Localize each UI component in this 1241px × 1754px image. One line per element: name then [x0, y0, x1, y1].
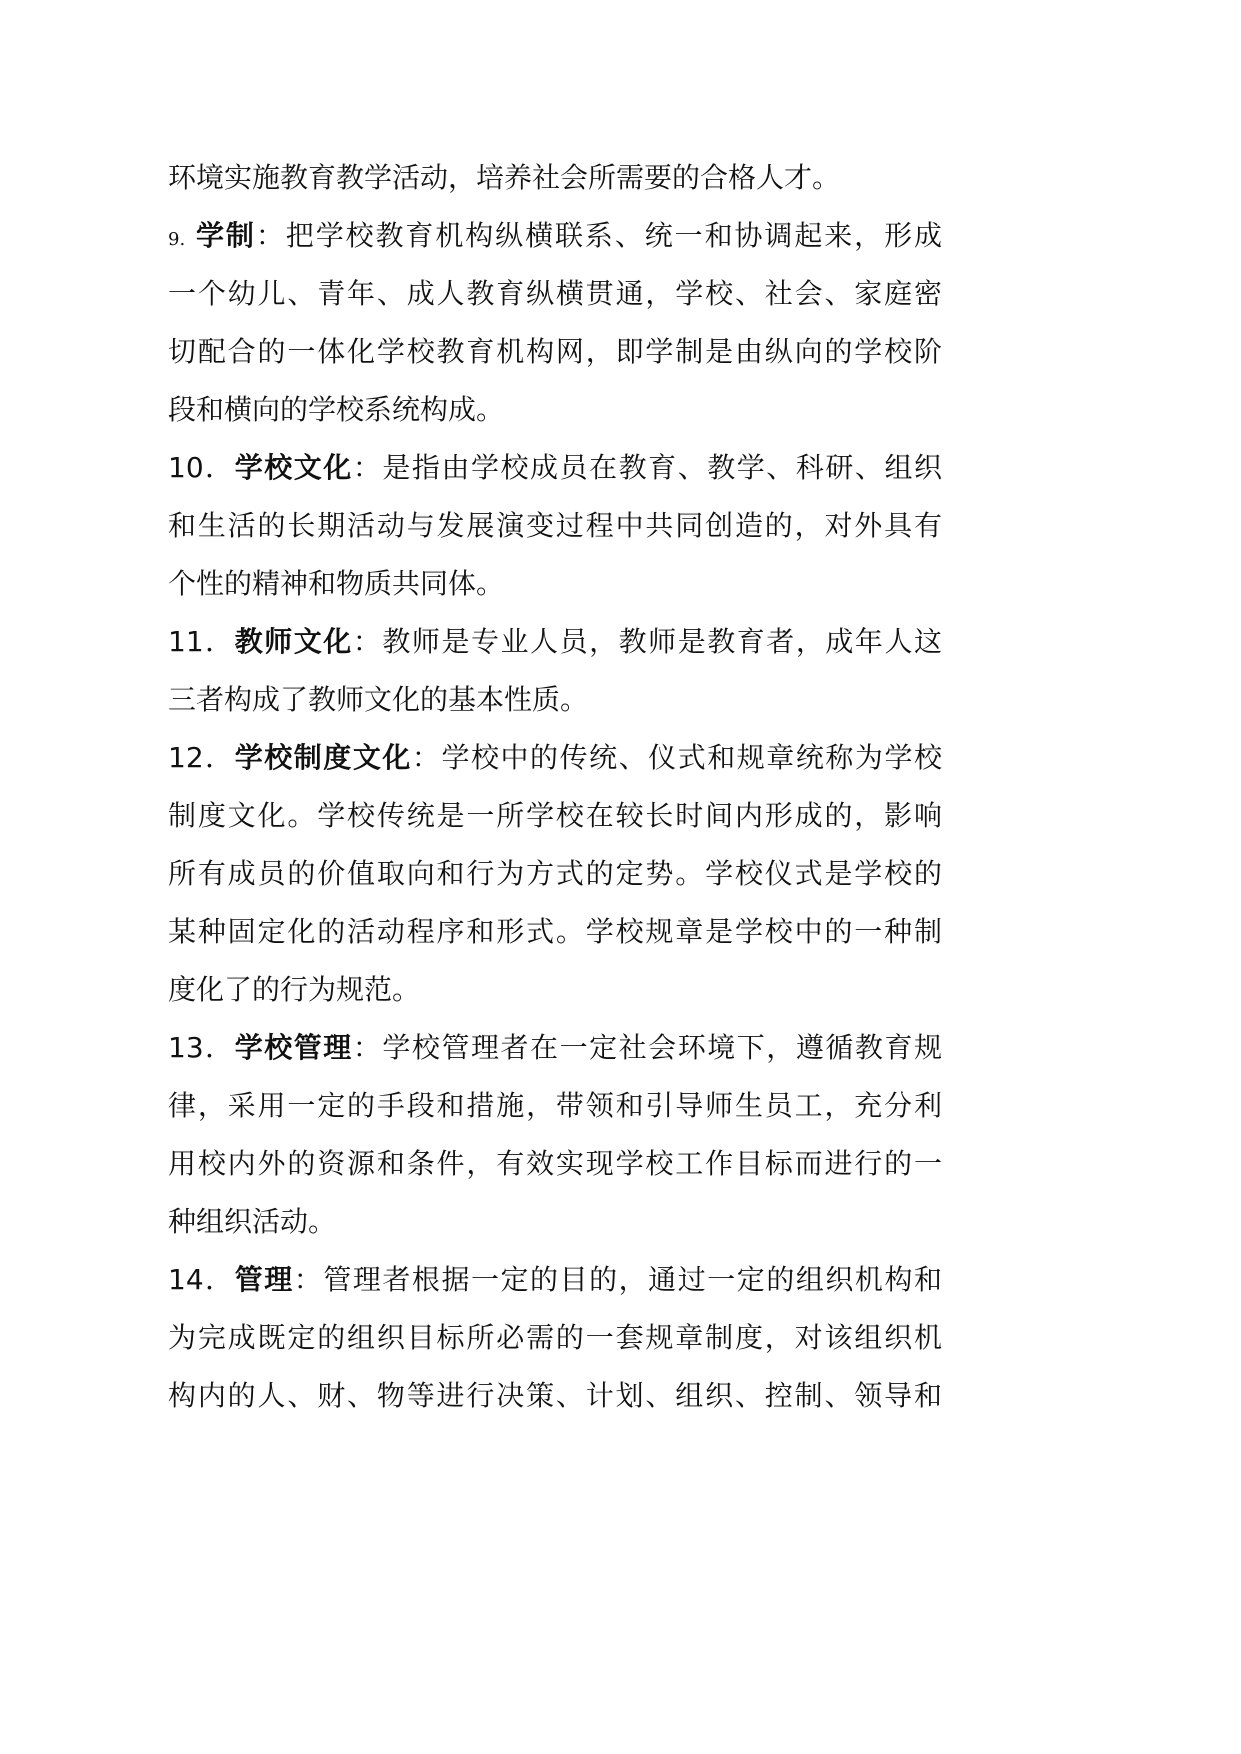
- body-text: 所有成员的价值取向和行为方式的定势。学校仪式是学校的: [168, 857, 942, 890]
- text-line: [168, 961, 942, 1019]
- body-text: 度化了的行为规范。: [168, 973, 421, 1006]
- text-line: [168, 207, 942, 265]
- item-number: 11．: [168, 625, 235, 658]
- body-text: 三者构成了教师文化的基本性质。: [168, 683, 589, 716]
- text-line: [168, 439, 942, 497]
- document-page: [168, 149, 942, 1425]
- text-line: [168, 149, 942, 207]
- body-text: 环境实施教育教学活动，培养社会所需要的合格人才。: [168, 161, 841, 194]
- text-line: [168, 1077, 942, 1135]
- body-text: 某种固定化的活动程序和形式。学校规章是学校中的一种制: [168, 915, 942, 948]
- text-line: [168, 323, 942, 381]
- body-text: 制度文化。学校传统是一所学校在较长时间内形成的，影响: [168, 799, 942, 832]
- body-text: 和生活的长期活动与发展演变过程中共同创造的，对外具有: [168, 509, 942, 542]
- body-text: 为完成既定的组织目标所必需的一套规章制度，对该组织机: [168, 1321, 942, 1354]
- body-text: ：是指由学校成员在教育、教学、科研、组织: [352, 451, 942, 484]
- text-line: [168, 845, 942, 903]
- text-line: [168, 1251, 942, 1309]
- text-line: [168, 671, 942, 729]
- body-text: 段和横向的学校系统构成。: [168, 393, 505, 426]
- item-number: 13．: [168, 1031, 235, 1064]
- text-line: [168, 1135, 942, 1193]
- text-line: [168, 613, 942, 671]
- term-heading: 管理: [234, 1263, 294, 1296]
- text-line: [168, 1019, 942, 1077]
- body-text: ：教师是专业人员，教师是教育者，成年人这: [352, 625, 942, 658]
- body-text: ：学校管理者在一定社会环境下，遵循教育规: [352, 1031, 942, 1064]
- body-text: 种组织活动。: [168, 1205, 337, 1238]
- body-text: 一个幼儿、青年、成人教育纵横贯通，学校、社会、家庭密: [168, 277, 942, 310]
- item-number: 9.: [168, 229, 186, 250]
- term-heading: 教师文化: [234, 625, 353, 658]
- text-line: [168, 555, 942, 613]
- text-line: [168, 1309, 942, 1367]
- text-line: [168, 1367, 942, 1425]
- body-text: 个性的精神和物质共同体。: [168, 567, 505, 600]
- text-line: [168, 497, 942, 555]
- item-number: 14．: [168, 1263, 235, 1296]
- item-number: 10．: [168, 451, 235, 484]
- text-line: [168, 1193, 942, 1251]
- item-number: 12．: [168, 741, 235, 774]
- body-text: ：学校中的传统、仪式和规章统称为学校: [411, 741, 942, 774]
- body-text: 用校内外的资源和条件，有效实现学校工作目标而进行的一: [168, 1147, 942, 1180]
- term-heading: 学校管理: [234, 1031, 353, 1064]
- term-heading: 学校制度文化: [234, 741, 412, 774]
- body-text: ：把学校教育机构纵横联系、统一和协调起来，形成: [255, 219, 942, 252]
- body-text: ：管理者根据一定的目的，通过一定的组织机构和: [293, 1263, 942, 1296]
- text-line: [168, 787, 942, 845]
- body-text: 律，采用一定的手段和措施，带领和引导师生员工，充分利: [168, 1089, 942, 1122]
- term-heading: 学校文化: [234, 451, 353, 484]
- text-line: [168, 729, 942, 787]
- text-line: [168, 265, 942, 323]
- body-text: 构内的人、财、物等进行决策、计划、组织、控制、领导和: [168, 1379, 942, 1412]
- text-line: [168, 903, 942, 961]
- term-heading: 学制: [196, 219, 256, 252]
- body-text: 切配合的一体化学校教育机构网，即学制是由纵向的学校阶: [168, 335, 942, 368]
- text-line: [168, 381, 942, 439]
